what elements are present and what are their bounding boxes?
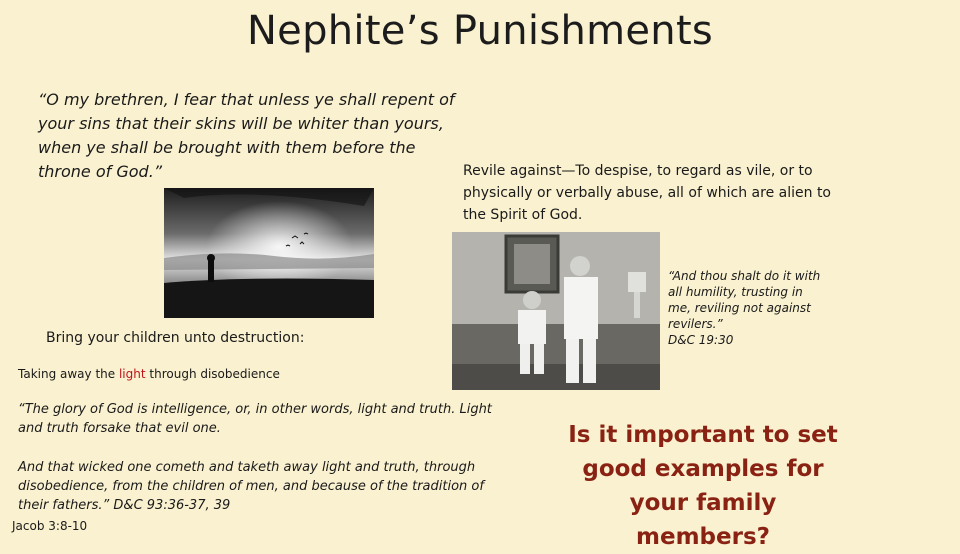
dc-quote-line1: “And thou shalt do it with all humility, trusting in <box>668 269 821 299</box>
revile-definition: Revile against—To despise, to regard as vile, or to physically or verbally abuse, all of which are alien to the Spirit of God. <box>463 163 831 223</box>
dc-quote-ref: D&C 19:30 <box>668 333 734 347</box>
dc-19-30-quote <box>668 268 838 348</box>
two-boys-in-white-photo <box>452 232 660 390</box>
dc-quote-line2: me, reviling not against <box>668 301 811 315</box>
light-highlight: light <box>118 367 146 381</box>
taking-before: Taking away the <box>18 367 119 381</box>
bring-children-heading: Bring your children unto destruction: <box>46 330 305 346</box>
dc-quote-line3: revilers.” <box>668 317 723 331</box>
discussion-question: Is it important to set good examples for your family members? <box>568 422 838 550</box>
skins-whiter-quote: “O my brethren, I fear that unless ye shall repent of your sins that their skins will be whiter than yours, when ye shall be brought with them before the throne of God.” <box>38 90 455 181</box>
wicked-one-quote: And that wicked one cometh and taketh away light and truth, through disobedience, from the children of men, and because of the tradition of their fathers.” D&C 93:36-37, 39 <box>18 460 484 513</box>
taking-away-light-line <box>18 367 280 381</box>
jacob-reference: Jacob 3:8-10 <box>12 519 88 533</box>
glory-of-god-quote: “The glory of God is intelligence, or, in other words, light and truth. Light and truth forsake that evil one. <box>18 402 492 436</box>
sunset-silhouette-photo <box>164 188 374 318</box>
taking-after: through disobedience <box>145 367 280 381</box>
slide-title: Nephite’s Punishments <box>246 8 714 54</box>
